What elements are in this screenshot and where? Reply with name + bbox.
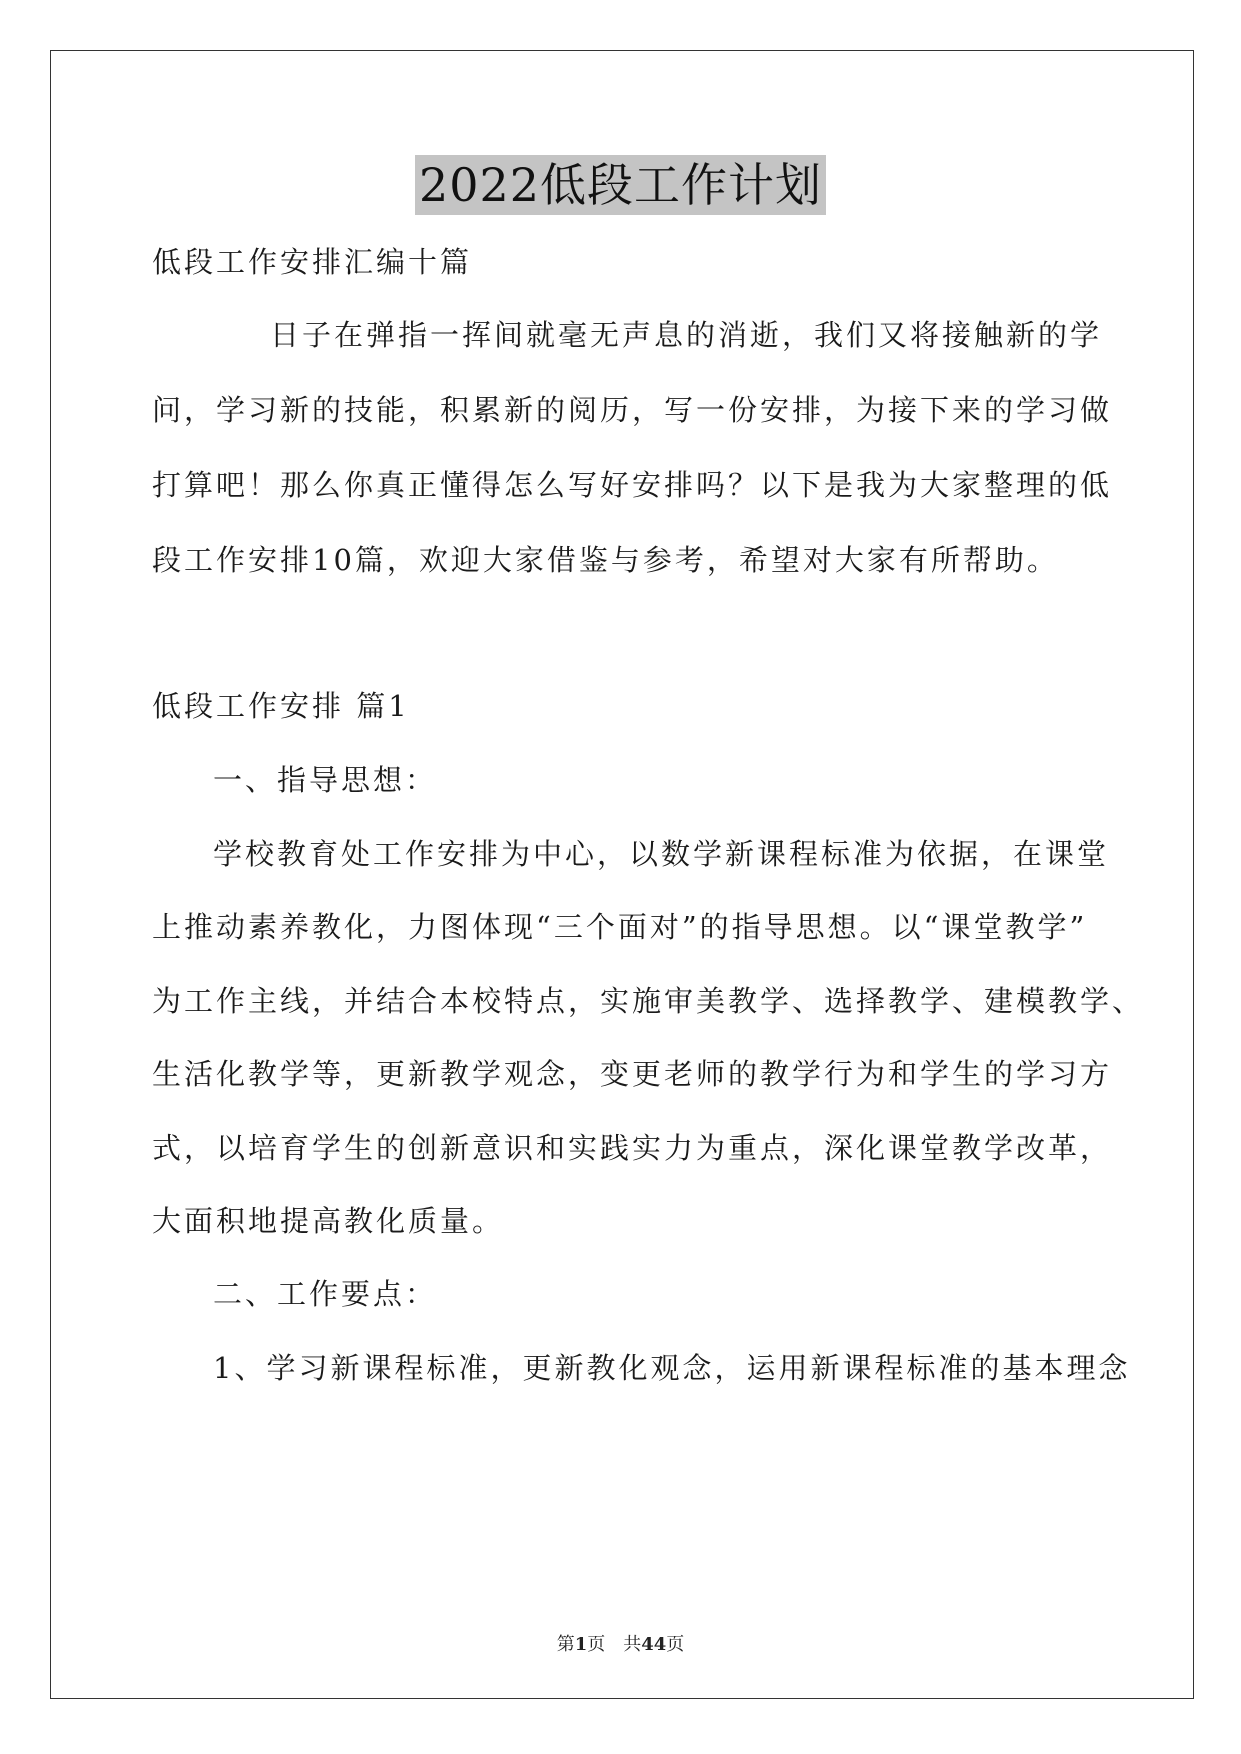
total-page-number: 44 [641,1634,667,1655]
paragraph-line: 段工作安排10篇，欢迎大家借鉴与参考，希望对大家有所帮助。 [152,543,1059,577]
footer-mid: 页 共 [587,1634,642,1655]
title-container [0,155,1241,215]
paragraph-line: 式，以培育学生的创新意识和实践实力为重点，深化课堂教学改革， [152,1131,1113,1165]
subheading-guiding-thought: 一、指导思想： [213,763,438,797]
page-border [50,50,1194,1699]
paragraph-line: 为工作主线，并结合本校特点，实施审美教学、选择教学、建模教学、 [152,984,1145,1018]
subtitle-line: 低段工作安排汇编十篇 [152,245,473,279]
paragraph-line: 大面积地提高教化质量。 [152,1204,505,1238]
paragraph-line: 打算吧！那么你真正懂得怎么写好安排吗？以下是我为大家整理的低 [152,468,1113,502]
footer-prefix: 第 [556,1634,575,1655]
current-page-number: 1 [574,1634,588,1655]
page-footer [0,1630,1241,1656]
section-heading: 低段工作安排 篇1 [152,689,410,723]
paragraph-line: 问，学习新的技能，积累新的阅历，写一份安排，为接下来的学习做 [152,393,1113,427]
paragraph-line: 1、学习新课程标准，更新教化观念，运用新课程标准的基本理念 [213,1351,1131,1385]
subheading-work-points: 二、工作要点： [213,1277,438,1311]
document-title: 2022低段工作计划 [415,155,826,215]
paragraph-line: 学校教育处工作安排为中心，以数学新课程标准为依据，在课堂 [213,837,1110,871]
paragraph-line: 日子在弹指一挥间就毫无声息的消逝，我们又将接触新的学 [270,318,1103,352]
footer-suffix: 页 [666,1634,685,1655]
paragraph-line: 生活化教学等，更新教学观念，变更老师的教学行为和学生的学习方 [152,1057,1113,1091]
paragraph-line: 上推动素养教化，力图体现“三个面对”的指导思想。以“课堂教学” [152,910,1088,944]
